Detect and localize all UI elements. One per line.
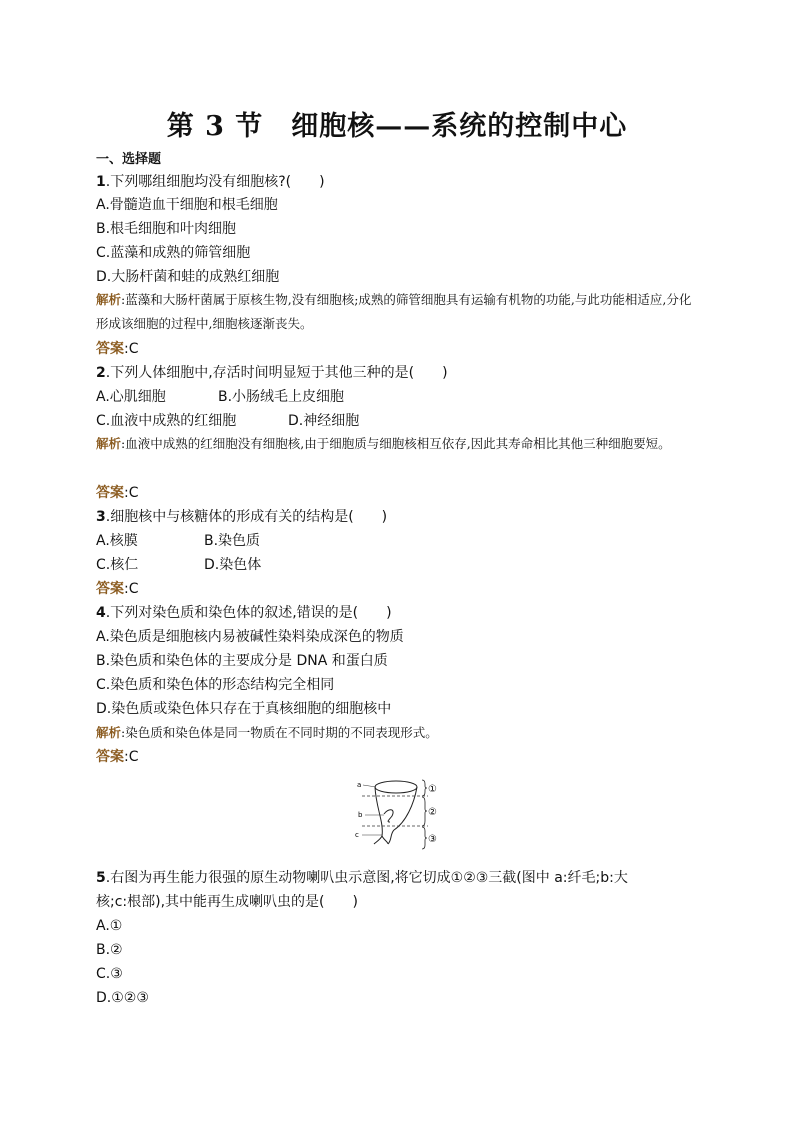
question-4-stem: 4.下列对染色质和染色体的叙述,错误的是( ) bbox=[96, 605, 392, 621]
question-5-stem-line1: 5.右图为再生能力很强的原生动物喇叭虫示意图,将它切成①②③三截(图中 a:纤毛;b:大 bbox=[96, 870, 628, 886]
q2-option-a: A.心肌细胞 bbox=[96, 389, 166, 405]
q3-option-d: D.染色体 bbox=[204, 557, 262, 573]
section-label-3: ③ bbox=[428, 834, 437, 845]
question-2-stem: 2.下列人体细胞中,存活时间明显短于其他三种的是( ) bbox=[96, 365, 448, 381]
page-title: 第 3 节 细胞核——系统的控制中心 bbox=[166, 111, 628, 142]
stentor-figure-svg bbox=[354, 778, 444, 852]
section-label-2: ② bbox=[428, 807, 437, 818]
q1-answer: 答案:C bbox=[96, 341, 139, 357]
brace-3 bbox=[422, 827, 427, 849]
q1-option-c: C.蓝藻和成熟的筛管细胞 bbox=[96, 245, 251, 261]
q2-option-b: B.小肠绒毛上皮细胞 bbox=[218, 389, 345, 405]
q3-option-c: C.核仁 bbox=[96, 557, 139, 573]
q3-option-a: A.核膜 bbox=[96, 533, 138, 549]
q4-option-b: B.染色质和染色体的主要成分是 DNA 和蛋白质 bbox=[96, 653, 388, 669]
q2-analysis: 解析:血液中成熟的红细胞没有细胞核,由于细胞质与细胞核相互依存,因此其寿命相比其他三种细胞要短。 bbox=[96, 436, 671, 451]
q4-analysis: 解析:染色质和染色体是同一物质在不同时期的不同表现形式。 bbox=[96, 725, 438, 740]
q1-analysis: 解析:蓝藻和大肠杆菌属于原核生物,没有细胞核;成熟的筛管细胞具有运输有机物的功能,与此功能相适应,分化形成该细胞的过程中,细胞核逐渐丧失。 bbox=[96, 292, 692, 331]
question-3-stem: 3.细胞核中与核糖体的形成有关的结构是( ) bbox=[96, 509, 388, 525]
section-heading: 一、选择题 bbox=[96, 152, 162, 167]
q1-option-a: A.骨髓造血干细胞和根毛细胞 bbox=[96, 197, 278, 213]
brace-2 bbox=[422, 797, 427, 826]
pointer-a bbox=[363, 785, 376, 787]
label-c: c bbox=[355, 831, 359, 839]
question-5-stem-line2: 核;c:根部),其中能再生成喇叭虫的是( ) bbox=[96, 894, 358, 910]
stentor-macronucleus bbox=[384, 810, 393, 822]
q5-option-d: D.①②③ bbox=[96, 990, 149, 1006]
q5-option-b: B.② bbox=[96, 942, 123, 958]
stentor-top-rim bbox=[375, 781, 417, 793]
q2-answer: 答案:C bbox=[96, 485, 139, 501]
q2-option-c: C.血液中成熟的红细胞 bbox=[96, 413, 237, 429]
stentor-diagram bbox=[354, 778, 444, 856]
q4-answer: 答案:C bbox=[96, 749, 139, 765]
q5-option-c: C.③ bbox=[96, 966, 123, 982]
brace-1 bbox=[422, 780, 427, 796]
q4-option-c: C.染色质和染色体的形态结构完全相同 bbox=[96, 677, 335, 693]
q1-option-d: D.大肠杆菌和蛙的成熟红细胞 bbox=[96, 269, 280, 285]
q2-option-d: D.神经细胞 bbox=[288, 413, 360, 429]
section-label-1: ① bbox=[428, 784, 437, 795]
stentor-body-left-outline bbox=[375, 787, 382, 836]
q3-answer: 答案:C bbox=[96, 581, 139, 597]
label-a: a bbox=[357, 781, 362, 789]
q4-option-a: A.染色质是细胞核内易被碱性染料染成深色的物质 bbox=[96, 629, 404, 645]
q3-option-b: B.染色质 bbox=[204, 533, 261, 549]
stentor-root bbox=[374, 836, 388, 844]
q1-option-b: B.根毛细胞和叶肉细胞 bbox=[96, 221, 237, 237]
question-1-stem: 1.下列哪组细胞均没有细胞核?( ) bbox=[96, 174, 325, 190]
q5-option-a: A.① bbox=[96, 918, 123, 934]
label-b: b bbox=[358, 811, 363, 819]
q4-option-d: D.染色质或染色体只存在于真核细胞的细胞核中 bbox=[96, 701, 392, 717]
